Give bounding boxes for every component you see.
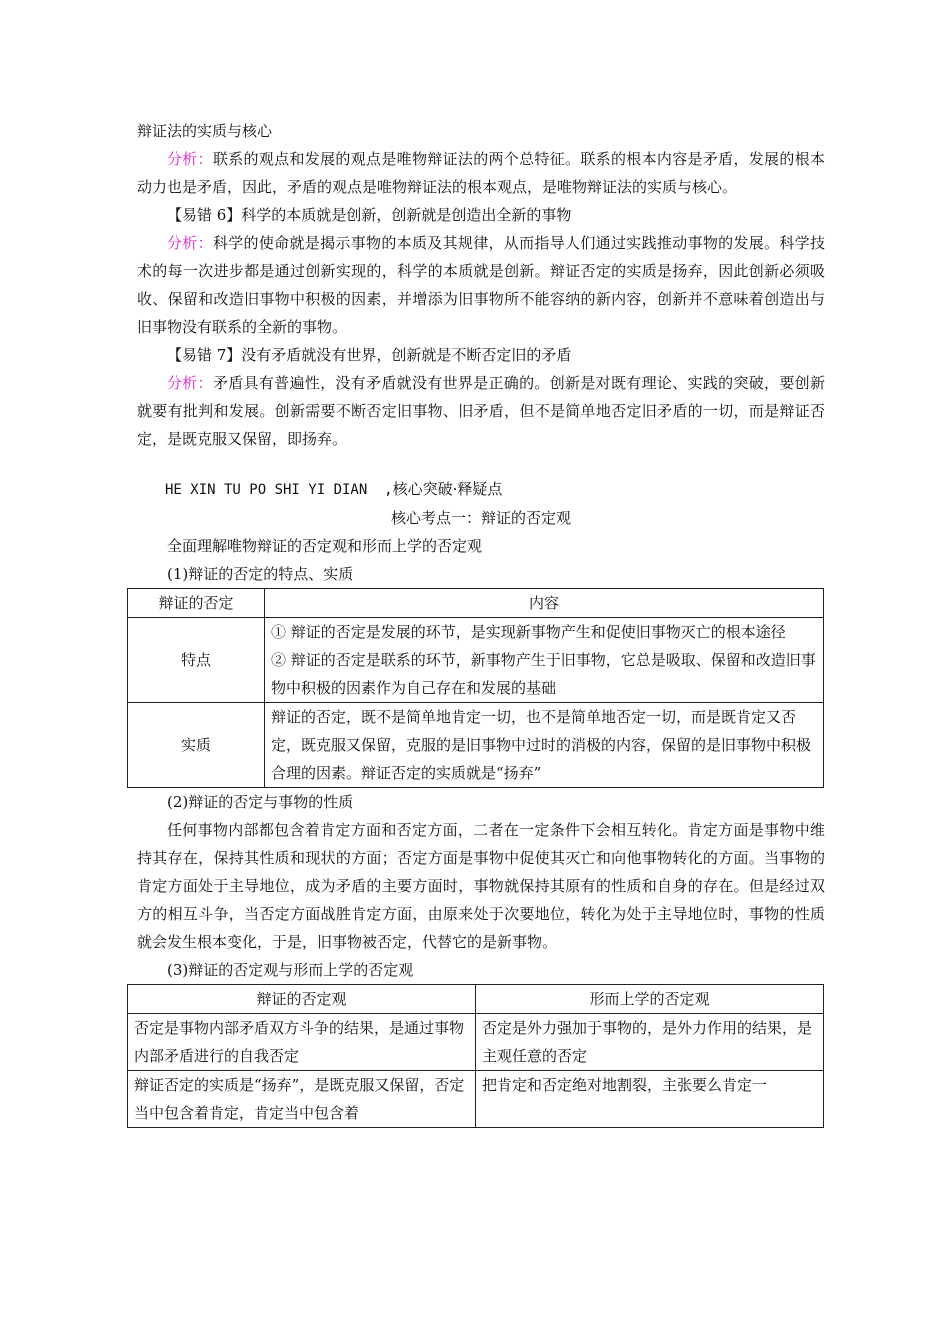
feature-line-1: ① 辩证的否定是发展的环节，是实现新事物产生和促使旧事物灭亡的根本途径 — [271, 623, 786, 641]
banner-title: 核心突破·释疑点 — [392, 480, 503, 498]
error-6-heading: 【易错 6】科学的本质就是创新，创新就是创造出全新的事物 — [167, 206, 572, 224]
analysis-label: 分析： — [167, 234, 213, 252]
table-header-row — [128, 985, 824, 1014]
section-banner — [137, 475, 825, 504]
analysis-label: 分析： — [167, 374, 213, 392]
essence-line-1: 辩证的否定，既不是简单地肯定一切，也不是简单地否定一切，而是既肯定又否定，既克服又保留，克服的是旧事物中过时的消极的内容，保留的是旧事物中积极合理的因素。辩证否定的实质就是“扬弃” — [271, 708, 812, 782]
table-header-cell: 内容 — [265, 589, 824, 618]
table-cell: 辩证否定的实质是“扬弃”，是既克服又保留，否定当中包含着肯定，肯定当中包含着 — [128, 1071, 476, 1128]
table-cell: 否定是外力强加于事物的，是外力作用的结果，是主观任意的否定 — [476, 1014, 824, 1071]
intro-line: 全面理解唯物辩证的否定观和形而上学的否定观 — [167, 537, 483, 555]
analysis-paragraph-1 — [137, 145, 825, 201]
analysis-text-2: 科学的使命就是揭示事物的本质及其规律，从而指导人们通过实践推动事物的发展。科学技术的每一次进步都是通过创新实现的，科学的本质就是创新。辩证否定的实质是扬弃，因此创新必须吸收、保留和改造旧事物中积极的因素，并增添为旧事物所不能容纳的新内容，创新并不意味着创造出与旧事物没有联系的全新的事物。 — [137, 234, 825, 336]
table-comparison — [127, 984, 824, 1128]
analysis-text-3: 矛盾具有普遍性，没有矛盾就没有世界是正确的。创新是对既有理论、实践的突破，要创新就要有批判和发展。创新需要不断否定旧事物、旧矛盾，但不是简单地否定旧矛盾的一切，而是辩证否定，是既克服又保留，即扬弃。 — [137, 374, 825, 448]
analysis-text-1: 联系的观点和发展的观点是唯物辩证法的两个总特征。联系的根本内容是矛盾，发展的根本动力也是矛盾，因此，矛盾的观点是唯物辩证法的根本观点，是唯物辩证法的实质与核心。 — [137, 150, 825, 196]
table-row — [128, 618, 824, 703]
table-cell: 把肯定和否定绝对地割裂，主张要么肯定一 — [476, 1071, 824, 1128]
table-header-row — [128, 589, 824, 618]
table-header-cell: 形而上学的否定观 — [476, 985, 824, 1014]
row-content-essence — [265, 703, 824, 788]
top-line: 辩证法的实质与核心 — [137, 122, 273, 140]
row-label-essence: 实质 — [128, 703, 265, 788]
subheading-3: (3)辩证的否定观与形而上学的否定观 — [167, 961, 414, 979]
subheading-1: (1)辩证的否定的特点、实质 — [167, 565, 354, 583]
table-row — [128, 1071, 824, 1128]
core-point-title: 核心考点一：辩证的否定观 — [390, 509, 571, 527]
table-row — [128, 1014, 824, 1071]
paragraph-nature: 任何事物内部都包含着肯定方面和否定方面，二者在一定条件下会相互转化。肯定方面是事物中维持其存在，保持其性质和现状的方面；否定方面是事物中促使其灭亡和向他事物转化的方面。当事物的肯定方面处于主导地位，成为矛盾的主要方面时，事物就保持其原有的性质和自身的存在。但是经过双方的相互斗争，当否定方面战胜肯定方面，由原来处于次要地位，转化为处于主导地位时，事物的性质就会发生根本变化，于是，旧事物被否定，代替它的是新事物。 — [137, 821, 825, 951]
row-label-features: 特点 — [128, 618, 265, 703]
table-header-cell: 辩证的否定观 — [128, 985, 476, 1014]
feature-line-2: ② 辩证的否定是联系的环节，新事物产生于旧事物，它总是吸取、保留和改造旧事物中积极的因素作为自己存在和发展的基础 — [271, 651, 816, 697]
table-header-cell: 辩证的否定 — [128, 589, 265, 618]
table-dialectical-negation — [127, 588, 824, 788]
document-page — [134, 117, 825, 1128]
table-row — [128, 703, 824, 788]
analysis-paragraph-3 — [137, 369, 825, 453]
table-cell: 否定是事物内部矛盾双方斗争的结果，是通过事物内部矛盾进行的自我否定 — [128, 1014, 476, 1071]
banner-pinyin: HE XIN TU PO SHI YI DIAN , — [165, 482, 393, 498]
spacer — [137, 453, 825, 475]
analysis-paragraph-2 — [137, 229, 825, 341]
subheading-2: (2)辩证的否定与事物的性质 — [167, 793, 354, 811]
error-7-heading: 【易错 7】没有矛盾就没有世界，创新就是不断否定旧的矛盾 — [167, 346, 572, 364]
analysis-label: 分析： — [167, 150, 213, 168]
row-content-features — [265, 618, 824, 703]
